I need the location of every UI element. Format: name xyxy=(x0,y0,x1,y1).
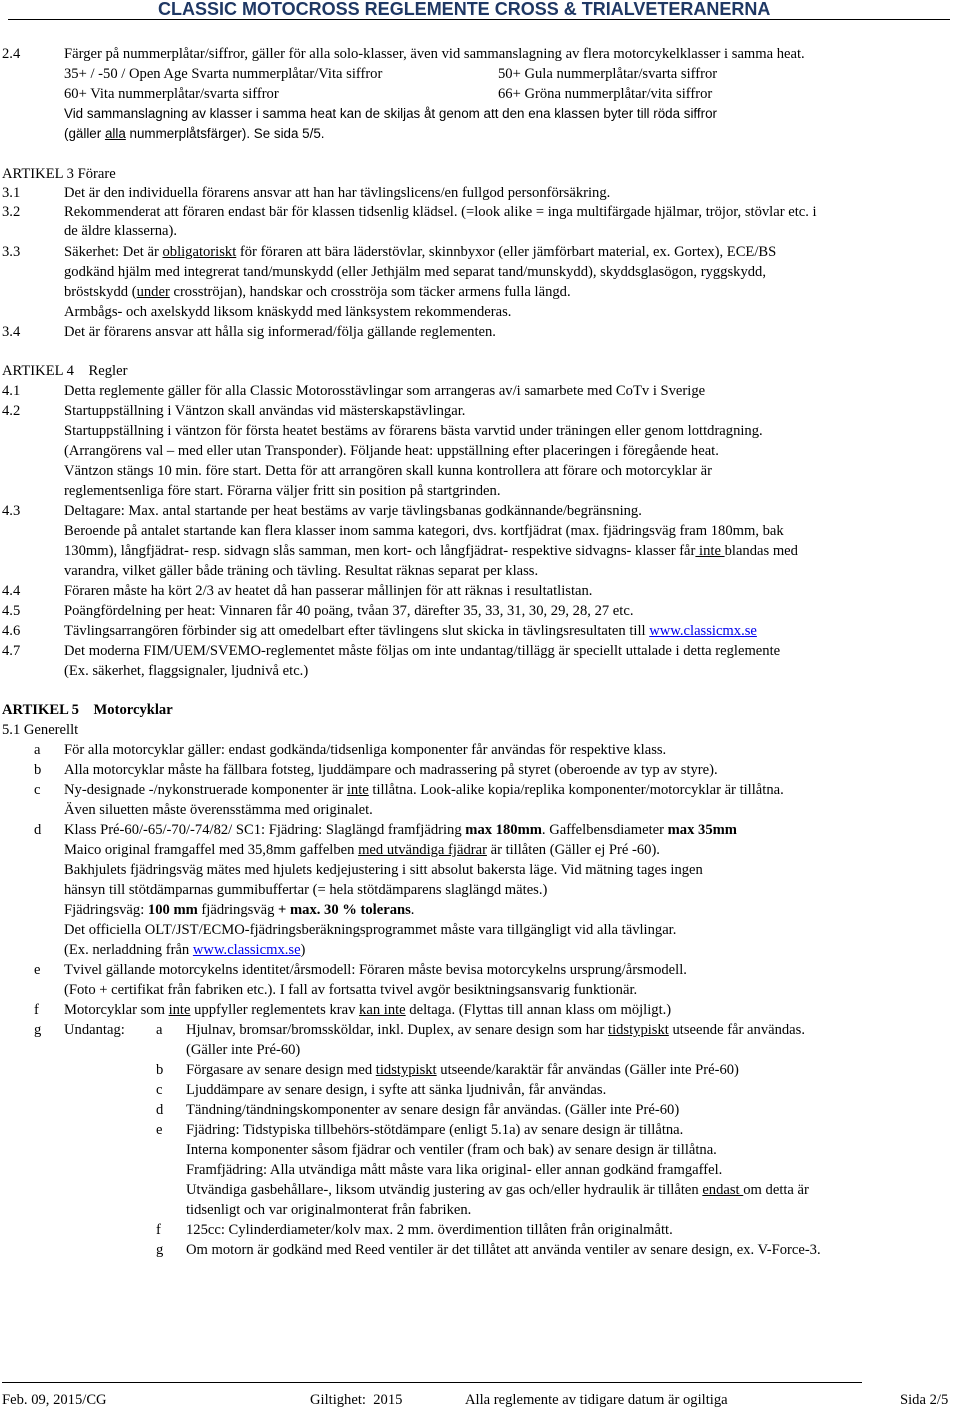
subitem-text: (Gäller inte Pré-60) xyxy=(186,1042,301,1058)
subitem-letter: c xyxy=(156,1082,163,1098)
section-text: Färger på nummerplåtar/siffror, gäller för alla solo-klasser, även vid sammanslagning av flera motorcykelklasser i samma heat. xyxy=(64,46,805,62)
footer-note: Alla reglemente av tidigare datum är ogiltiga xyxy=(465,1392,728,1408)
section-number: 4.5 xyxy=(2,603,21,619)
item-text: Fjädringsväg: 100 mm fjädringsväg + max. 30 % tolerans. xyxy=(64,902,415,918)
color-row: 66+ Gröna nummerplåtar/vita siffror xyxy=(498,86,713,102)
header-title: CLASSIC MOTOCROSS REGLEMENTE CROSS & TRIALVETERANERNA xyxy=(158,0,771,19)
header-rule xyxy=(8,19,950,20)
item-text: Klass Pré-60/-65/-70/-74/82/ SC1: Fjädring: Slaglängd framfjädring max 180mm. Gaffelbensdiameter max 35mm xyxy=(64,822,737,838)
subitem-letter: d xyxy=(156,1102,164,1118)
item-letter: g xyxy=(34,1022,42,1038)
section-text: Rekommenderat att föraren endast bär för klassen tidsenlig klädsel. (=look alike = inga multifärgade hjälmar, tröjor, stövlar etc. i xyxy=(64,204,817,220)
section-text: Startuppställning i Väntzon skall användas vid mästerskapstävlingar. xyxy=(64,403,466,419)
section-text: Det moderna FIM/UEM/SVEMO-reglementet måste följas om inte undantag/tillägg är speciellt uttalade i detta reglemente xyxy=(64,643,781,659)
section-number: 3.2 xyxy=(2,204,21,220)
section-text: (Ex. säkerhet, flaggsignaler, ljudnivå etc.) xyxy=(64,663,309,679)
section-text: de äldre klasserna). xyxy=(64,223,178,239)
item-letter: c xyxy=(34,782,41,798)
section-text: 130mm), långfjädrat- resp. sidvagn slås samman, men kort- och långfjädrat- respektive sidvagns- klasser får inte blandas med xyxy=(64,543,798,559)
color-row: 35+ / -50 / Open Age Svarta nummerplåtar/Vita siffror xyxy=(64,66,383,82)
section-text: Det är den individuella förarens ansvar att han har tävlingslicens/en fullgod personförsäkring. xyxy=(64,185,611,201)
color-row: 50+ Gula nummerplåtar/svarta siffror xyxy=(498,66,718,82)
item-text: Tvivel gällande motorcykelns identitet/årsmodell: Föraren måste bevisa motorcykelns ursprung/årsmodell. xyxy=(64,962,687,978)
section-number: 3.3 xyxy=(2,244,21,260)
section-number: 4.1 xyxy=(2,383,21,399)
subitem-text: Förgasare av senare design med tidstypiskt utseende/karaktär får användas (Gäller inte Pré-60) xyxy=(186,1062,739,1078)
section-text: Säkerhet: Det är obligatoriskt för föraren att bära läderstövlar, skinnbyxor (eller jämförbart material, ex. Gortex), ECE/BS xyxy=(64,244,777,260)
item-letter: f xyxy=(34,1002,39,1018)
section-text: godkänd hjälm med integrerat tand/munskydd (eller Jethjälm med separat tand/munskydd), skyddsglasögon, ryggskydd, xyxy=(64,264,766,280)
subitem-text: Utvändiga gasbehållare-, liksom utvändig justering av gas och/eller hydraulik är tillåten endast om detta är xyxy=(186,1182,809,1198)
footer-page-number: Sida 2/5 xyxy=(900,1392,949,1408)
exception-label: Undantag: xyxy=(64,1022,125,1038)
color-row: 60+ Vita nummerplåtar/svarta siffror xyxy=(64,86,279,102)
section-text: bröstskydd (under crosströjan), handskar och crosströja som täcker armens fulla längd. xyxy=(64,284,571,300)
item-text: hänsyn till stötdämparnas gummibuffertar (= hela stötdämparens slaglängd mätes.) xyxy=(64,882,548,898)
footer-rule xyxy=(2,1382,862,1383)
section-text: Vid sammanslagning av klasser i samma heat kan de skiljas åt genom att den ena klassen byter till röda siffror xyxy=(64,106,717,121)
subitem-text: 125cc: Cylinderdiameter/kolv max. 2 mm. överdimention tillåten från originalmått. xyxy=(186,1222,673,1238)
item-text: Även siluetten måste överensstämma med originalet. xyxy=(64,802,373,818)
section-text: (Arrangörens val – med eller utan Transponder). Följande heat: uppställning efter placeringen i föregående heat. xyxy=(64,443,719,459)
footer-date: Feb. 09, 2015/CG xyxy=(2,1392,107,1408)
section-number: 2.4 xyxy=(2,46,21,62)
subitem-text: tidsenligt och var originalmonterat från fabriken. xyxy=(186,1202,472,1218)
section-number: 4.7 xyxy=(2,643,21,659)
item-text: (Foto + certifikat från fabriken etc.). I fall av fortsatta tvivel avgör besiktningsansvarig funktionär. xyxy=(64,982,638,998)
subsection-heading: 5.1 Generellt xyxy=(2,722,79,738)
section-text: Beroende på antalet startande kan flera klasser inom samma kategori, dvs. kortfjädrat (max. fjädringsväg fram 180mm, bak xyxy=(64,523,784,539)
section-text: Poängfördelning per heat: Vinnaren får 40 poäng, tvåan 37, därefter 35, 33, 31, 30, 29, 28, 27 etc. xyxy=(64,603,634,619)
section-text: Tävlingsarrangören förbinder sig att omedelbart efter tävlingens slut skicka in tävlingsresultaten till www.classicmx.se xyxy=(64,623,757,639)
item-text: Maico original framgaffel med 35,8mm gaffelben med utvändiga fjädrar är tillåten (Gäller ej Pré -60). xyxy=(64,842,660,858)
subitem-letter: f xyxy=(156,1222,161,1238)
subitem-text: Tändning/tändningskomponenter av senare design får användas. (Gäller inte Pré-60) xyxy=(186,1102,680,1118)
section-text: varandra, vilket gäller både träning och tävling. Resultat räknas separat per klass. xyxy=(64,563,539,579)
item-text: Motorcyklar som inte uppfyller reglementets krav kan inte deltaga. (Flyttas till annan klass om möjligt.) xyxy=(64,1002,672,1018)
section-text: reglementsenliga före start. Förarna väljer fritt sin position på startgrinden. xyxy=(64,483,501,499)
subitem-text: Ljuddämpare av senare design, i syfte att sänka ljudnivån, får användas. xyxy=(186,1082,607,1098)
subitem-text: Om motorn är godkänd med Reed ventiler är det tillåtet att använda ventiler av senare design, ex. V-Force-3. xyxy=(186,1242,821,1258)
subitem-text: Hjulnav, bromsar/bromssköldar, inkl. Duplex, av senare design som har tidstypiskt utseende får användas. xyxy=(186,1022,805,1038)
section-text: Föraren måste ha kört 2/3 av heatet då han passerar mållinjen för att räknas i resultatlistan. xyxy=(64,583,593,599)
subitem-text: Framfjädring: Alla utvändiga mått måste vara lika original- eller annan godkänd framgaffel. xyxy=(186,1162,723,1178)
subitem-letter: b xyxy=(156,1062,164,1078)
section-number: 3.4 xyxy=(2,324,21,340)
section-text: Det är förarens ansvar att hålla sig informerad/följa gällande reglementen. xyxy=(64,324,496,340)
section-text: Detta reglemente gäller för alla Classic Motorosstävlingar som arrangeras av/i samarbete med CoTv i Sverige xyxy=(64,383,706,399)
section-number: 4.2 xyxy=(2,403,21,419)
article-heading: ARTIKEL 5 Motorcyklar xyxy=(2,702,173,718)
page-header xyxy=(0,0,960,22)
item-text: Bakhjulets fjädringsväg mätes med hjulets kedjejustering i sitt absolut bakersta läge. Vid mätning tages ingen xyxy=(64,862,703,878)
item-letter: b xyxy=(34,762,42,778)
section-text: Deltagare: Max. antal startande per heat bestäms av varje tävlingsbanas godkännande/begränsning. xyxy=(64,503,642,519)
section-number: 3.1 xyxy=(2,185,21,201)
subitem-letter: a xyxy=(156,1022,163,1038)
classicmx-link[interactable]: www.classicmx.se xyxy=(192,942,301,958)
section-text: Startuppställning i väntzon för första heatet bestäms av förarens bästa varvtid under träningen eller genom lottdragning. xyxy=(64,423,763,439)
article-heading: ARTIKEL 3 Förare xyxy=(2,166,116,182)
item-text: Det officiella OLT/JST/ECMO-fjädringsberäkningsprogrammet måste vara tillgängligt vid alla tävlingar. xyxy=(64,922,677,938)
section-number: 4.4 xyxy=(2,583,21,599)
item-letter: e xyxy=(34,962,41,978)
subitem-text: Interna komponenter såsom fjädrar och ventiler (fram och bak) av senare design är tillåtna. xyxy=(186,1142,717,1158)
item-text: Ny-designade -/nykonstruerade komponenter är inte tillåtna. Look-alike kopia/replika komponenter/motorcyklar är tillåtna. xyxy=(64,782,784,798)
item-letter: a xyxy=(34,742,41,758)
subitem-text: Fjädring: Tidstypiska tillbehörs-stötdämpare (enligt 5.1a) av senare design är tillåtna. xyxy=(186,1122,684,1138)
section-text: Väntzon stängs 10 min. före start. Detta för att arrangören skall kunna kontrollera att förare och motorcyklar är xyxy=(64,463,712,479)
classicmx-link[interactable]: www.classicmx.se xyxy=(649,623,757,639)
item-text: För alla motorcyklar gäller: endast godkända/tidsenliga komponenter får användas för respektive klass. xyxy=(64,742,667,758)
article-heading: ARTIKEL 4 Regler xyxy=(2,363,128,379)
item-text: Alla motorcyklar måste ha fällbara fotsteg, ljuddämpare och madrassering på styret (oberoende av typ av styre). xyxy=(64,762,718,778)
section-number: 4.3 xyxy=(2,503,21,519)
subitem-letter: e xyxy=(156,1122,163,1138)
item-text: (Ex. nerladdning från www.classicmx.se) xyxy=(64,942,306,958)
section-text: (gäller alla nummerplåtsfärger). Se sida 5/5. xyxy=(64,126,325,141)
item-letter: d xyxy=(34,822,42,838)
section-number: 4.6 xyxy=(2,623,21,639)
footer-validity: Giltighet: 2015 xyxy=(310,1392,403,1408)
subitem-letter: g xyxy=(156,1242,164,1258)
section-text: Armbågs- och axelskydd liksom knäskydd med länksystem rekommenderas. xyxy=(64,304,512,320)
